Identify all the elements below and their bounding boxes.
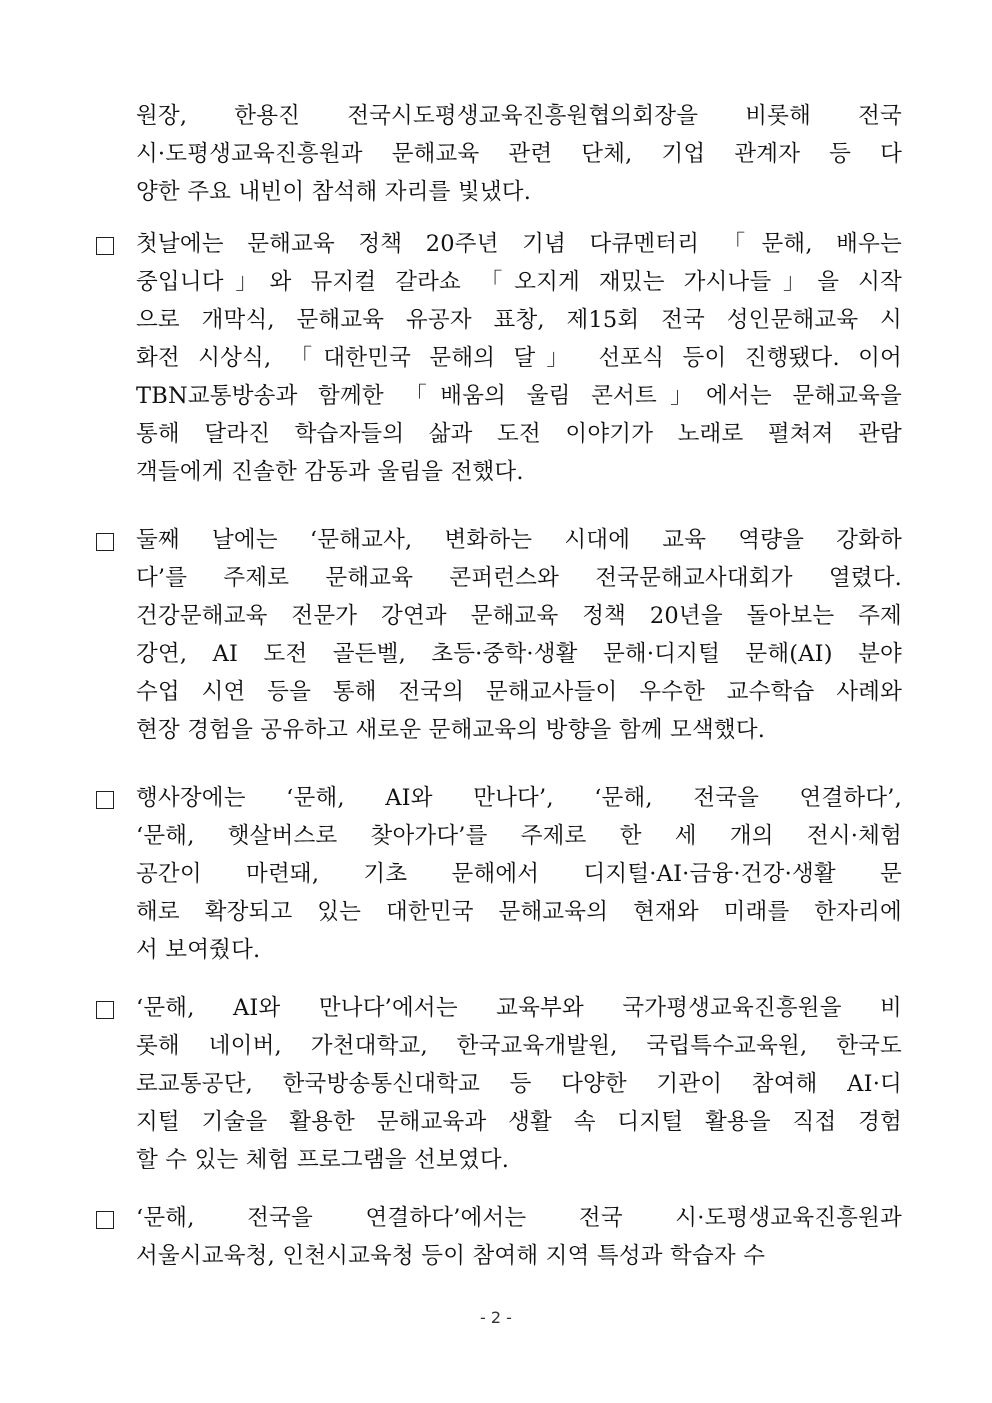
text-line: 통해 달라진 학습자들의 삶과 도전 이야기가 노래로 펼쳐져 관람	[136, 421, 902, 447]
text-line: 현장 경험을 공유하고 새로운 문해교육의 방향을 함께 모색했다.	[136, 717, 766, 743]
text-line: 중입니다」와 뮤지컬 갈라쇼 「오지게 재밌는 가시나들」을 시작	[136, 269, 902, 295]
text-line: 할 수 있는 체험 프로그램을 선보였다.	[136, 1147, 510, 1173]
text-line: 둘째 날에는 ‘문해교사, 변화하는 시대에 교육 역량을 강화하	[136, 527, 902, 553]
bullet-box-icon	[96, 533, 114, 551]
page-number: - 2 -	[480, 1308, 512, 1327]
bullet-box-icon	[96, 791, 114, 809]
paragraph	[90, 225, 902, 491]
text-line: 롯해 네이버, 가천대학교, 한국교육개발원, 국립특수교육원, 한국도	[136, 1033, 902, 1059]
paragraph	[90, 1199, 902, 1275]
bullet-box-icon	[96, 1001, 114, 1019]
paragraph-lines	[136, 1199, 902, 1275]
text-line: TBN교통방송과 함께한 「배움의 울림 콘서트」에서는 문해교육을	[136, 383, 902, 409]
paragraph-lines	[136, 225, 902, 491]
text-line: 공간이 마련돼, 기초 문해에서 디지털·AI·금융·건강·생활 문	[136, 861, 902, 887]
paragraph	[90, 779, 902, 969]
paragraph-lines	[136, 779, 902, 969]
text-line: 시·도평생교육진흥원과 문해교육 관련 단체, 기업 관계자 등 다	[136, 141, 902, 167]
text-line: 으로 개막식, 문해교육 유공자 표창, 제15회 전국 성인문해교육 시	[136, 307, 902, 333]
paragraph-lines	[136, 97, 902, 211]
bullet-box-icon	[96, 237, 114, 255]
text-line: ‘문해, AI와 만나다’에서는 교육부와 국가평생교육진흥원을 비	[136, 995, 902, 1021]
paragraph-lines	[136, 989, 902, 1179]
text-line: 객들에게 진솔한 감동과 울림을 전했다.	[136, 459, 524, 485]
text-line: 서울시교육청, 인천시교육청 등이 참여해 지역 특성과 학습자 수	[136, 1243, 766, 1269]
text-line: 화전 시상식, 「대한민국 문해의 달」 선포식 등이 진행됐다. 이어	[136, 345, 902, 371]
text-line: 첫날에는 문해교육 정책 20주년 기념 다큐멘터리 「문해, 배우는	[136, 231, 902, 257]
text-line: 로교통공단, 한국방송통신대학교 등 다양한 기관이 참여해 AI·디	[136, 1071, 902, 1097]
paragraph-lines	[136, 521, 902, 749]
text-line: 서 보여줬다.	[136, 937, 261, 963]
text-line: 원장, 한용진 전국시도평생교육진흥원협의회장을 비롯해 전국	[136, 103, 902, 129]
text-line: 해로 확장되고 있는 대한민국 문해교육의 현재와 미래를 한자리에	[136, 899, 902, 925]
text-line: ‘문해, 전국을 연결하다’에서는 전국 시·도평생교육진흥원과	[136, 1205, 902, 1231]
text-line: 수업 시연 등을 통해 전국의 문해교사들이 우수한 교수학습 사례와	[136, 679, 902, 705]
bullet-box-icon	[96, 1211, 114, 1229]
paragraph	[90, 97, 902, 211]
text-line: 지털 기술을 활용한 문해교육과 생활 속 디지털 활용을 직접 경험	[136, 1109, 902, 1135]
text-line: 양한 주요 내빈이 참석해 자리를 빛냈다.	[136, 179, 532, 205]
text-line: 다’를 주제로 문해교육 콘퍼런스와 전국문해교사대회가 열렸다.	[136, 565, 902, 591]
paragraph	[90, 989, 902, 1179]
text-line: 건강문해교육 전문가 강연과 문해교육 정책 20년을 돌아보는 주제	[136, 603, 902, 629]
text-line: 행사장에는 ‘문해, AI와 만나다’, ‘문해, 전국을 연결하다’,	[136, 785, 902, 811]
text-line: 강연, AI 도전 골든벨, 초등·중학·생활 문해·디지털 문해(AI) 분야	[136, 641, 902, 667]
paragraph	[90, 521, 902, 749]
text-line: ‘문해, 햇살버스로 찾아가다’를 주제로 한 세 개의 전시·체험	[136, 823, 902, 849]
